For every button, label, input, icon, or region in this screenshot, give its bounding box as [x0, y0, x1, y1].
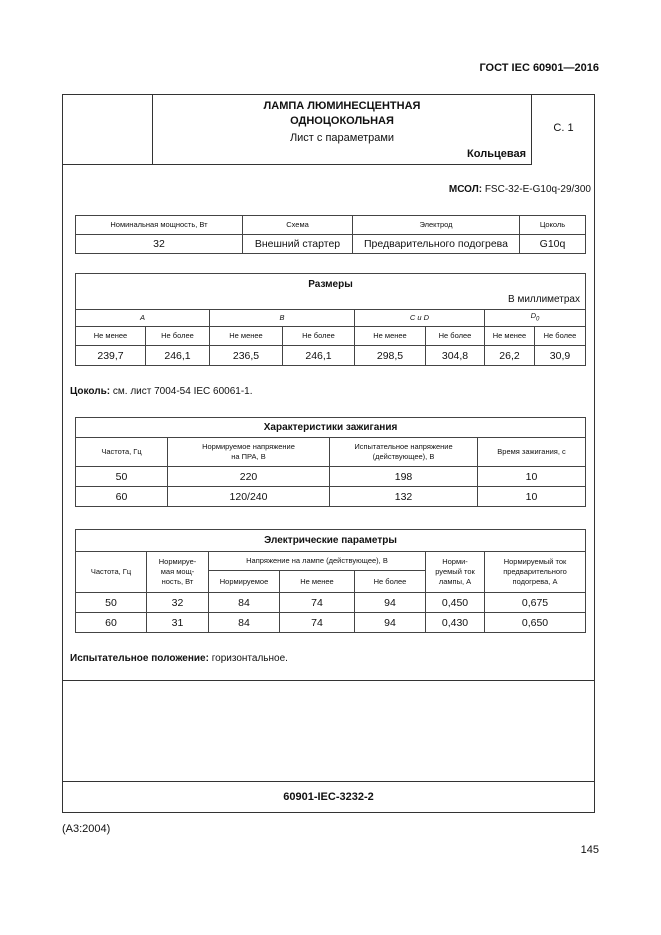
- dim-b-min-header: Не менее: [210, 327, 283, 346]
- dim-b-max-header: Не более: [283, 327, 355, 346]
- ignition-header-test-voltage: Испытательное напряжение (действующее), В: [330, 438, 478, 467]
- dim-cd-min: 298,5: [355, 346, 426, 366]
- electrical-cell: 50: [76, 593, 147, 613]
- electrical-cell: 0,450: [426, 593, 485, 613]
- dim-group-a: A: [76, 310, 210, 327]
- electrical-header-nominal: Нормируемое: [209, 571, 280, 593]
- dim-b-max: 246,1: [283, 346, 355, 366]
- test-position: [70, 653, 288, 664]
- dim-a-min-header: Не менее: [76, 327, 146, 346]
- header-electrode: Электрод: [353, 216, 520, 235]
- mcol-value: FSC-32-E-G10q-29/300: [484, 184, 591, 195]
- electrical-cell: 32: [147, 593, 209, 613]
- dim-d0-max-header: Не более: [535, 327, 586, 346]
- ignition-cell: 50: [76, 467, 168, 487]
- electrical-header-max: Не более: [355, 571, 426, 593]
- cap-reference: [70, 386, 253, 397]
- dim-cd-max-header: Не более: [426, 327, 485, 346]
- amendment-note: (A3:2004): [62, 823, 111, 835]
- lamp-basic-table: [75, 215, 586, 254]
- cap-text: см. лист 7004-54 IEC 60061-1.: [112, 386, 253, 397]
- electrical-cell: 31: [147, 613, 209, 633]
- sheet-code: 60901-IEC-3232-2: [283, 791, 374, 803]
- dim-cd-max: 304,8: [426, 346, 485, 366]
- page-number: 145: [580, 844, 599, 856]
- dim-cd-min-header: Не менее: [355, 327, 426, 346]
- electrical-cell: 84: [209, 613, 280, 633]
- electrical-table: [75, 529, 586, 633]
- mcol-label: МСОЛ:: [448, 184, 483, 195]
- cap-label: Цоколь:: [70, 386, 111, 397]
- ignition-cell: 132: [330, 487, 478, 507]
- title-line2: ОДНОЦОКОЛЬНАЯ: [290, 115, 394, 127]
- ignition-cell: 60: [76, 487, 168, 507]
- dim-group-cd: C и D: [355, 310, 485, 327]
- electrical-cell: 0,675: [485, 593, 586, 613]
- ignition-header-frequency: Частота, Гц: [76, 438, 168, 467]
- electrical-cell: 94: [355, 613, 426, 633]
- ignition-title: Характеристики зажигания: [76, 418, 586, 438]
- standard-number: ГОСТ IEC 60901—2016: [479, 62, 599, 74]
- title-block-center-cell: [152, 94, 532, 165]
- ignition-table: [75, 417, 586, 507]
- dimensions-table: [75, 273, 586, 366]
- test-position-label: Испытательное положение:: [70, 653, 209, 664]
- electrical-header-min: Не менее: [280, 571, 355, 593]
- electrical-header-voltage: Напряжение на лампе (действующее), В: [209, 552, 426, 571]
- electrical-header-power: Нормируе- мая мощ- ность, Вт: [147, 552, 209, 593]
- electrical-header-frequency: Частота, Гц: [76, 552, 147, 593]
- dim-d0-min: 26,2: [485, 346, 535, 366]
- value-rated-power: 32: [76, 235, 243, 254]
- title-line3: Лист с параметрами: [289, 132, 395, 144]
- mcol-line: [449, 184, 591, 195]
- title-line1: ЛАМПА ЛЮМИНЕСЦЕНТНАЯ: [263, 100, 421, 112]
- test-position-text: горизонтальное.: [211, 653, 288, 664]
- table-row: [76, 487, 586, 507]
- dim-a-max: 246,1: [146, 346, 210, 366]
- dim-group-d0: $D_0$: [485, 310, 586, 327]
- electrical-header-lamp-current: Норми- руемый ток лампы, А: [426, 552, 485, 593]
- electrical-cell: 74: [280, 613, 355, 633]
- electrical-title: Электрические параметры: [76, 530, 586, 552]
- table-row: [76, 593, 586, 613]
- electrical-cell: 60: [76, 613, 147, 633]
- lamp-shape: Кольцевая: [467, 148, 526, 160]
- header-rated-power: Номинальная мощность, Вт: [76, 216, 243, 235]
- value-electrode: Предварительного подогрева: [353, 235, 520, 254]
- dimensions-title-cell: [76, 274, 586, 310]
- dimensions-units: В миллиметрах: [508, 294, 580, 305]
- dim-d0-max: 30,9: [535, 346, 586, 366]
- electrical-cell: 84: [209, 593, 280, 613]
- dim-group-b: B: [210, 310, 355, 327]
- ignition-cell: 220: [168, 467, 330, 487]
- header-cap: Цоколь: [520, 216, 586, 235]
- header-circuit: Схема: [243, 216, 353, 235]
- value-circuit: Внешний стартер: [243, 235, 353, 254]
- dim-a-max-header: Не более: [146, 327, 210, 346]
- dim-d0-min-header: Не менее: [485, 327, 535, 346]
- electrical-header-preheat-current: Нормируемый ток предварительного подогрева, А: [485, 552, 586, 593]
- table-row: [76, 467, 586, 487]
- ignition-header-time: Время зажигания, с: [478, 438, 586, 467]
- ignition-cell: 198: [330, 467, 478, 487]
- electrical-cell: 0,430: [426, 613, 485, 633]
- value-cap: G10q: [520, 235, 586, 254]
- divider-line: [62, 680, 595, 681]
- divider-line: [62, 781, 595, 782]
- ignition-cell: 10: [478, 487, 586, 507]
- title-block-left-cell: [62, 94, 153, 165]
- ignition-cell: 120/240: [168, 487, 330, 507]
- electrical-cell: 94: [355, 593, 426, 613]
- dimensions-title: Размеры: [308, 279, 353, 290]
- electrical-cell: 0,650: [485, 613, 586, 633]
- ignition-cell: 10: [478, 467, 586, 487]
- dim-b-min: 236,5: [210, 346, 283, 366]
- dim-a-min: 239,7: [76, 346, 146, 366]
- sheet-number: С. 1: [553, 122, 574, 134]
- table-row: [76, 613, 586, 633]
- ignition-header-rated-voltage: Нормируемое напряжение на ПРА, В: [168, 438, 330, 467]
- electrical-cell: 74: [280, 593, 355, 613]
